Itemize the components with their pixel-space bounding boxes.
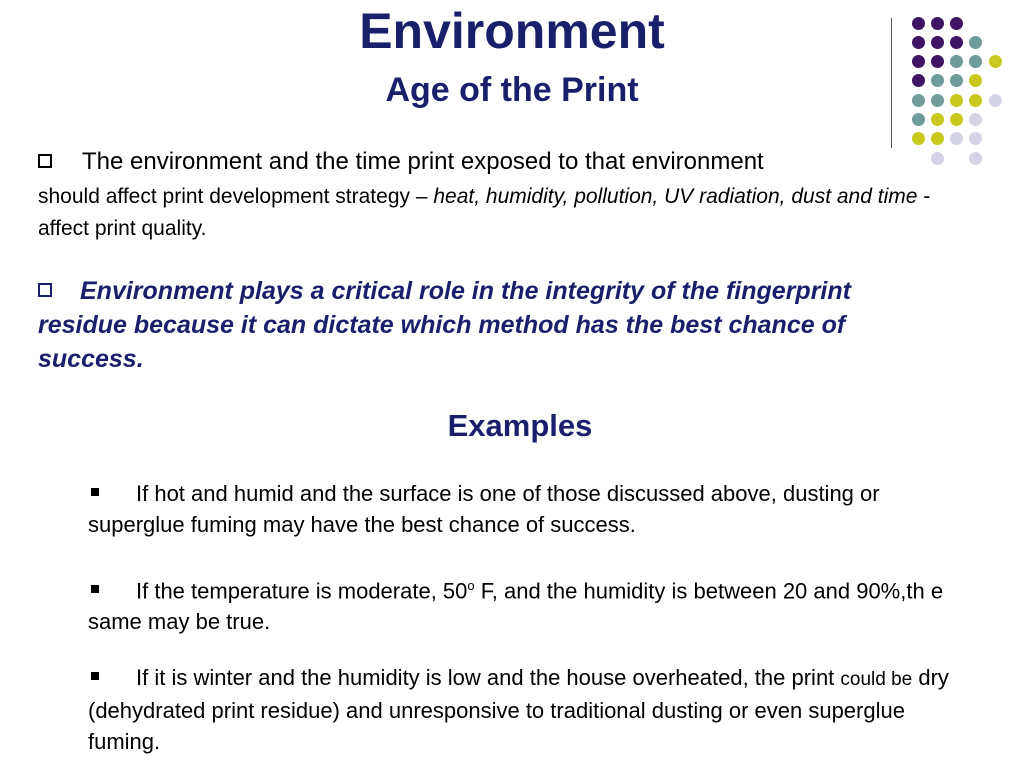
decorative-dot xyxy=(931,152,944,165)
paragraph-1-tail-text: - affect print quality. xyxy=(38,185,931,240)
decorative-dot xyxy=(969,55,982,68)
decorative-dot xyxy=(950,113,963,126)
divider-line xyxy=(891,18,892,148)
decorative-dot xyxy=(969,113,982,126)
decorative-dot xyxy=(912,74,925,87)
slide-title: Environment xyxy=(359,3,665,59)
decorative-dot xyxy=(931,36,944,49)
examples-heading: Examples xyxy=(447,408,593,443)
example-3-text-tail: dry (dehydrated print residue) and unresponsive to traditional dusting or even superglue fuming. xyxy=(88,665,949,754)
square-bullet-icon xyxy=(91,672,99,680)
paragraph-1-line1-text: The environment and the time print exposed to that environment xyxy=(82,148,764,175)
paragraph-1-italic-text: heat, humidity, pollution, UV radiation, dust and time xyxy=(433,185,918,208)
square-bullet-icon xyxy=(91,488,99,496)
checkbox-bullet-icon xyxy=(38,154,52,168)
checkbox-bullet-icon xyxy=(38,283,52,297)
decorative-dot xyxy=(931,113,944,126)
example-2-text-tail: F, and the humidity is between 20 and 90%,th e same may be true. xyxy=(88,578,944,635)
decorative-dot xyxy=(931,132,944,145)
square-bullet-icon xyxy=(91,585,99,593)
paragraph-2-text: Environment plays a critical role in the integrity of the fingerprint residue because it can dictate which method has the best chance of success. xyxy=(38,277,851,373)
decorative-dot xyxy=(950,36,963,49)
decorative-dot xyxy=(950,94,963,107)
example-3-text: If it is winter and the humidity is low and the house overheated, the print xyxy=(136,665,841,690)
decorative-dot xyxy=(912,17,925,30)
decorative-dot xyxy=(931,94,944,107)
example-bullet-1 xyxy=(88,478,968,540)
paragraph-2 xyxy=(38,274,938,376)
paragraph-1-first-line xyxy=(38,147,764,177)
paragraph-1-text: should affect print development strategy – xyxy=(38,185,434,208)
example-1-text: If hot and humid and the surface is one of those discussed above, dusting or superglue fuming may have the best chance of success. xyxy=(88,481,880,537)
decorative-dot xyxy=(912,132,925,145)
paragraph-1-continuation xyxy=(38,181,968,245)
decorative-dot xyxy=(989,94,1002,107)
decorative-dot xyxy=(989,55,1002,68)
example-bullet-3 xyxy=(88,662,968,757)
decorative-dot xyxy=(931,17,944,30)
decorative-dot xyxy=(950,17,963,30)
example-3-small-text: could be xyxy=(840,669,913,690)
decorative-dot xyxy=(912,113,925,126)
decorative-dot xyxy=(912,55,925,68)
decorative-dot xyxy=(912,94,925,107)
example-bullet-2 xyxy=(88,570,968,637)
decorative-dot xyxy=(969,132,982,145)
decorative-dot xyxy=(950,55,963,68)
decorative-dot xyxy=(931,55,944,68)
slide-subtitle: Age of the Print xyxy=(385,71,639,109)
example-2-text: If the temperature is moderate, 50 xyxy=(136,578,468,604)
decorative-dot xyxy=(950,132,963,145)
decorative-dot xyxy=(912,36,925,49)
degree-superscript: o xyxy=(467,578,475,593)
decorative-dot xyxy=(969,152,982,165)
